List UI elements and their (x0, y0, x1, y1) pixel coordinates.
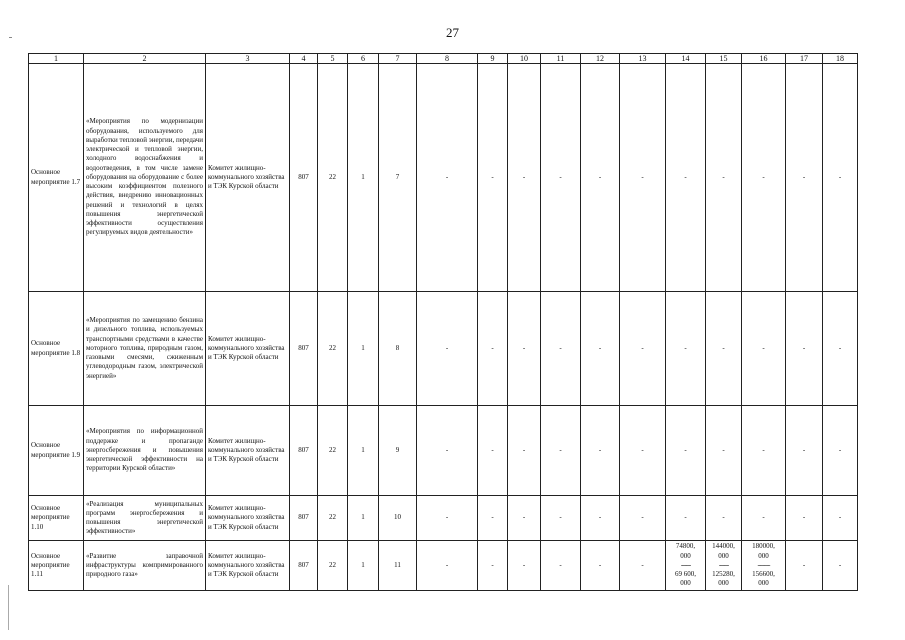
value-cell: - (620, 292, 666, 406)
code-cell: 807 (290, 406, 318, 496)
table-row (29, 541, 858, 591)
table-row (29, 496, 858, 541)
header-cell: 14 (666, 54, 706, 64)
column-number-header (29, 54, 858, 64)
value-cell: - (620, 406, 666, 496)
header-cell: 4 (290, 54, 318, 64)
activity-description: «Развитие заправочной инфраструктуры компримированного природного газа» (84, 541, 206, 591)
funding-cell-col16 (742, 541, 786, 591)
funding-actual-decimals: 000 (680, 579, 691, 588)
value-cell: - (742, 496, 786, 541)
header-cell: 6 (348, 54, 379, 64)
value-cell: - (742, 406, 786, 496)
value-cell: - (541, 541, 581, 591)
value-cell: - (581, 64, 620, 292)
header-cell: 15 (706, 54, 742, 64)
value-cell: - (742, 64, 786, 292)
funding-actual-decimals: 000 (718, 579, 729, 588)
value-cell: - (823, 64, 858, 292)
code-cell: 22 (318, 292, 348, 406)
scan-artifact (9, 37, 12, 38)
funding-actual: 69 600, (675, 570, 696, 579)
value-cell: - (666, 406, 706, 496)
activity-description: «Мероприятия по замещению бензина и дизельного топлива, используемых транспортными средствами в качестве моторного топлива, природным газом, газовыми смесями, сжиженным углеводородным газом, электрической энергией» (84, 292, 206, 406)
code-cell: 10 (379, 496, 417, 541)
value-cell: - (541, 292, 581, 406)
code-cell: 807 (290, 64, 318, 292)
value-cell: - (620, 496, 666, 541)
table-row (29, 64, 858, 292)
value-cell: - (620, 64, 666, 292)
value-cell: - (478, 406, 508, 496)
header-cell: 16 (742, 54, 786, 64)
value-cell: - (478, 496, 508, 541)
header-cell: 2 (84, 54, 206, 64)
code-cell: 1 (348, 496, 379, 541)
value-cell: - (742, 292, 786, 406)
value-cell: - (581, 406, 620, 496)
value-cell: - (581, 292, 620, 406)
code-cell: 22 (318, 64, 348, 292)
activity-name: Основное мероприятие 1.10 (29, 496, 84, 541)
code-cell: 22 (318, 496, 348, 541)
header-cell: 10 (508, 54, 541, 64)
value-cell: - (786, 496, 823, 541)
code-cell: 9 (379, 406, 417, 496)
code-cell: 807 (290, 292, 318, 406)
funding-planned-decimals: 000 (758, 551, 769, 560)
value-cell: - (823, 541, 858, 591)
value-cell: - (417, 496, 478, 541)
header-cell: 5 (318, 54, 348, 64)
value-cell: - (706, 292, 742, 406)
value-cell: - (706, 64, 742, 292)
activity-executor: Комитет жилищно-коммунального хозяйства и ТЭК Курской области (206, 541, 290, 591)
value-cell: - (666, 292, 706, 406)
activity-name: Основное мероприятие 1.9 (29, 406, 84, 496)
value-cell: - (541, 64, 581, 292)
code-cell: 1 (348, 541, 379, 591)
activity-executor: Комитет жилищно-коммунального хозяйства и ТЭК Курской области (206, 496, 290, 541)
funding-actual-decimals: 000 (758, 579, 769, 588)
code-cell: 22 (318, 541, 348, 591)
code-cell: 8 (379, 292, 417, 406)
header-cell: 9 (478, 54, 508, 64)
value-cell: - (508, 64, 541, 292)
funding-planned: 74800, (675, 542, 696, 551)
value-cell: - (823, 406, 858, 496)
code-cell: 807 (290, 496, 318, 541)
value-cell: - (620, 541, 666, 591)
table-row (29, 292, 858, 406)
value-cell: - (508, 496, 541, 541)
table-row (29, 406, 858, 496)
code-cell: 22 (318, 406, 348, 496)
header-cell: 1 (29, 54, 84, 64)
value-cell: - (666, 64, 706, 292)
value-cell: - (478, 292, 508, 406)
value-cell: - (581, 541, 620, 591)
header-cell: 12 (581, 54, 620, 64)
value-cell: - (706, 496, 742, 541)
funding-planned-decimals: 000 (680, 551, 691, 560)
value-cell: - (417, 406, 478, 496)
value-cell: - (823, 496, 858, 541)
funding-separator: ------- (718, 560, 729, 569)
code-cell: 807 (290, 541, 318, 591)
value-cell: - (478, 64, 508, 292)
value-cell: - (478, 541, 508, 591)
activity-name: Основное мероприятие 1.7 (29, 64, 84, 292)
activity-executor: Комитет жилищно-коммунального хозяйства и ТЭК Курской области (206, 64, 290, 292)
code-cell: 7 (379, 64, 417, 292)
header-cell: 11 (541, 54, 581, 64)
code-cell: 11 (379, 541, 417, 591)
activity-description: «Реализация муниципальных программ энергосбережения и повышения энергетической эффективности» (84, 496, 206, 541)
funding-planned: 180000, (752, 542, 775, 551)
funding-planned: 144000, (712, 542, 735, 551)
code-cell: 1 (348, 292, 379, 406)
activity-name: Основное мероприятие 1.8 (29, 292, 84, 406)
funding-actual: 125280, (712, 570, 735, 579)
header-cell: 3 (206, 54, 290, 64)
page-number: 27 (446, 25, 459, 40)
header-cell: 13 (620, 54, 666, 64)
value-cell: - (417, 64, 478, 292)
activity-executor: Комитет жилищно-коммунального хозяйства и ТЭК Курской области (206, 292, 290, 406)
activity-description: «Мероприятия по модернизации оборудования, используемого для выработки тепловой энергии, передачи электрической и тепловой энергии, холодного водоснабжения и водоотведения, в том числе замене оборудования на оборудование с более высоким коэффициентом полезного действия, внедрению инновационных решений и технологий в целях повышения энергетической эффективности осуществления регулируемых видов деятельности» (84, 64, 206, 292)
value-cell: - (541, 406, 581, 496)
value-cell: - (786, 406, 823, 496)
value-cell: - (417, 292, 478, 406)
value-cell: - (508, 292, 541, 406)
activity-executor: Комитет жилищно-коммунального хозяйства и ТЭК Курской области (206, 406, 290, 496)
funding-actual: 156600, (752, 570, 775, 579)
funding-cell-col15 (706, 541, 742, 591)
funding-cell-col14 (666, 541, 706, 591)
activity-name: Основное мероприятие 1.11 (29, 541, 84, 591)
value-cell: - (706, 406, 742, 496)
value-cell: - (666, 496, 706, 541)
header-cell: 8 (417, 54, 478, 64)
activity-description: «Мероприятия по информационной поддержке и пропаганде энергосбережения и повышения энергетической эффективности на территории Курской области» (84, 406, 206, 496)
header-cell: 7 (379, 54, 417, 64)
value-cell: - (786, 292, 823, 406)
code-cell: 1 (348, 64, 379, 292)
code-cell: 1 (348, 406, 379, 496)
header-cell: 17 (786, 54, 823, 64)
funding-planned-decimals: 000 (718, 551, 729, 560)
funding-separator: --------- (757, 560, 770, 569)
value-cell: - (786, 64, 823, 292)
program-activities-table (28, 53, 858, 591)
funding-separator: ------- (680, 560, 691, 569)
scan-edge-line (8, 585, 9, 630)
value-cell: - (417, 541, 478, 591)
value-cell: - (823, 292, 858, 406)
value-cell: - (786, 541, 823, 591)
value-cell: - (508, 541, 541, 591)
header-cell: 18 (823, 54, 858, 64)
value-cell: - (581, 496, 620, 541)
value-cell: - (541, 496, 581, 541)
value-cell: - (508, 406, 541, 496)
